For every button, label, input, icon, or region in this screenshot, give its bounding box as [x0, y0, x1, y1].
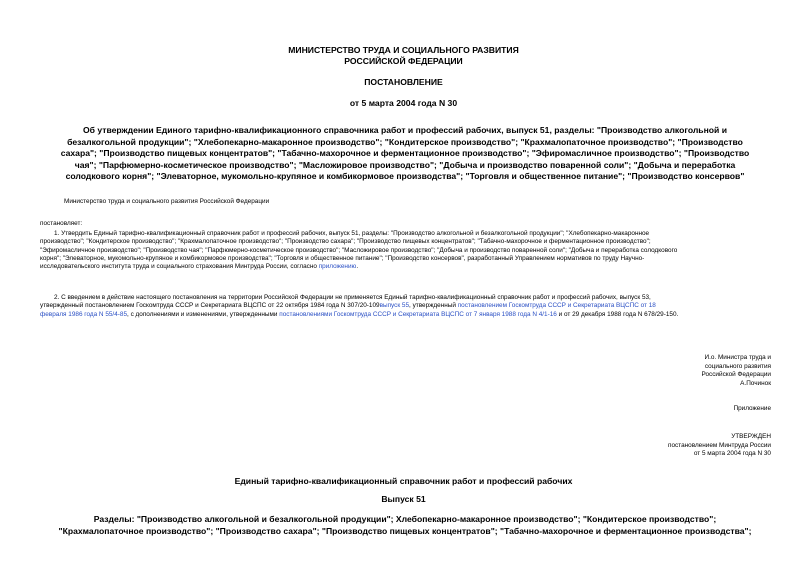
item-1-line: "Эфиромасличное производство"; "Производство чая"; "Парфюмерно-косметическое производство"; "Масложировое производство"; "Добыча и производство поваренной соли"; "Добыча и переработка солодкового — [40, 246, 678, 254]
item-1-line: корня"; "Элеваторное, мукомольно-крупяное и комбикормовое производства"; "Торговля и общественное питание"; "Производство консервов", разработанный Управлением нормативов по труду Научно- — [40, 254, 645, 262]
item-2 — [40, 294, 771, 319]
item-2-text: утвержденный постановлением Госкомтруда СССР и Секретариата ВЦСПС от 22 октября 1984 года N 307/20-109 — [40, 302, 380, 310]
signature-position-line1: И.о. Министра труда и — [704, 354, 771, 361]
signature-name: А.Починок — [740, 379, 771, 387]
signature-block — [571, 354, 771, 388]
goskomtrud-decree-date-link[interactable]: февраля 1986 года N 55/4-85 — [40, 310, 128, 318]
item-2-line — [40, 302, 771, 310]
handbook-issue: Выпуск 51 — [381, 494, 426, 504]
item-2-text: , с дополнениями и изменениями, утвержденными — [127, 310, 280, 318]
signature-position-line3: Российской Федерации — [701, 371, 771, 379]
sections-line: Разделы: "Производство алкогольной и безалкогольной продукции"; Хлебопекарно-макаронное производство"; "Кондитерское производство"; — [93, 514, 717, 524]
appendix-label: Приложение — [733, 405, 771, 412]
title-line: чая"; "Парфюмерно-косметическое производство"; "Масложировое производство"; "Добыча и производство поваренной соли"; "Добыча и переработка — [74, 159, 736, 170]
item-1-line — [40, 263, 771, 271]
title-line: безалкогольной продукции"; "Хлебопекарно-макаронное производство"; "Кондитерское производство"; "Крахмалопаточное производство"; "Производство — [67, 136, 743, 147]
sections-line: "Крахмалопаточное производство"; "Производство сахара"; "Производство пищевых концентратов"; "Табачно-махорочное и ферментационное производства"; — [58, 525, 752, 536]
item-2-text: и от 29 декабря 1988 года N 678/29-150. — [556, 310, 679, 318]
signature-position-line2: социального развития — [704, 362, 771, 370]
decree-word: постановляет: — [40, 220, 83, 227]
ministry-name-line2: РОССИЙСКОЙ ФЕДЕРАЦИИ — [344, 56, 463, 66]
handbook-sections — [40, 514, 770, 537]
item-1 — [40, 230, 771, 271]
appendix-link[interactable]: приложению — [318, 263, 357, 271]
item-2-text: , утвержденный — [409, 302, 458, 310]
goskomtrud-decree-link[interactable]: постановлением Госкомтруда СССР и Секретариата ВЦСПС от 18 — [457, 302, 656, 310]
handbook-title: Единый тарифно-квалификационный справочник работ и профессий рабочих — [234, 476, 573, 486]
item-2-line — [40, 311, 771, 319]
title-line: сахара"; "Производство пищевых концентратов"; "Табачно-махорочное и ферментационное производство"; "Эфиромасличное производство"; "Производство — [60, 148, 750, 159]
item-1-line: производство"; "Кондитерское производство"; "Крахмалопаточное производство"; "Производство сахара"; "Производство пищевых концентратов"; "Табачно-махорочное и ферментационное производство"; — [40, 238, 651, 246]
intro-text: Министерство труда и социального развития Российской Федерации — [64, 198, 270, 205]
amendments-decree-link[interactable]: постановлениями Госкомтруда СССР и Секретариата ВЦСПС от 7 января 1988 года N 4/1-16 — [279, 310, 557, 318]
title-line: солодкового корня"; "Элеваторное, мукомольно-крупяное и комбикормовое производства"; "Торговля и общественное питание"; "Производство консервов" — [65, 171, 745, 182]
approved-by: постановлением Минтруда России — [668, 441, 771, 449]
title-line: Об утверждении Единого тарифно-квалификационного справочника работ и профессий рабочих, выпуск 51, разделы: "Производство алкогольной и — [83, 125, 727, 135]
document-date: от 5 марта 2004 года N 30 — [349, 98, 458, 108]
ministry-name-line1: МИНИСТЕРСТВО ТРУДА И СОЦИАЛЬНОГО РАЗВИТИЯ — [288, 45, 519, 55]
item-1-line: 1. Утвердить Единый тарифно-квалификационный справочник работ и профессий рабочих, выпуск 51, разделы: "Производство алкогольной и безалкогольной продукции"; "Хлебопекарно-макаронное — [54, 230, 650, 237]
issue-55-link[interactable]: выпуск 55 — [379, 302, 410, 310]
document-title — [60, 125, 750, 183]
item-2-line: 2. С введением в действие настоящего постановления на территории Российской Федерации не применяется Единый тарифно-квалификационный справочник работ и профессий рабочих, выпуск 53, — [54, 294, 651, 301]
item-1-end: . — [356, 263, 359, 271]
approved-label: УТВЕРЖДЕН — [731, 433, 771, 440]
document-type: ПОСТАНОВЛЕНИЕ — [364, 77, 443, 87]
approved-date: от 5 марта 2004 года N 30 — [693, 450, 771, 458]
approval-block — [571, 433, 771, 459]
item-1-last-text: исследовательского института труда и социального страхования Минтруда России, согласно — [40, 263, 319, 271]
